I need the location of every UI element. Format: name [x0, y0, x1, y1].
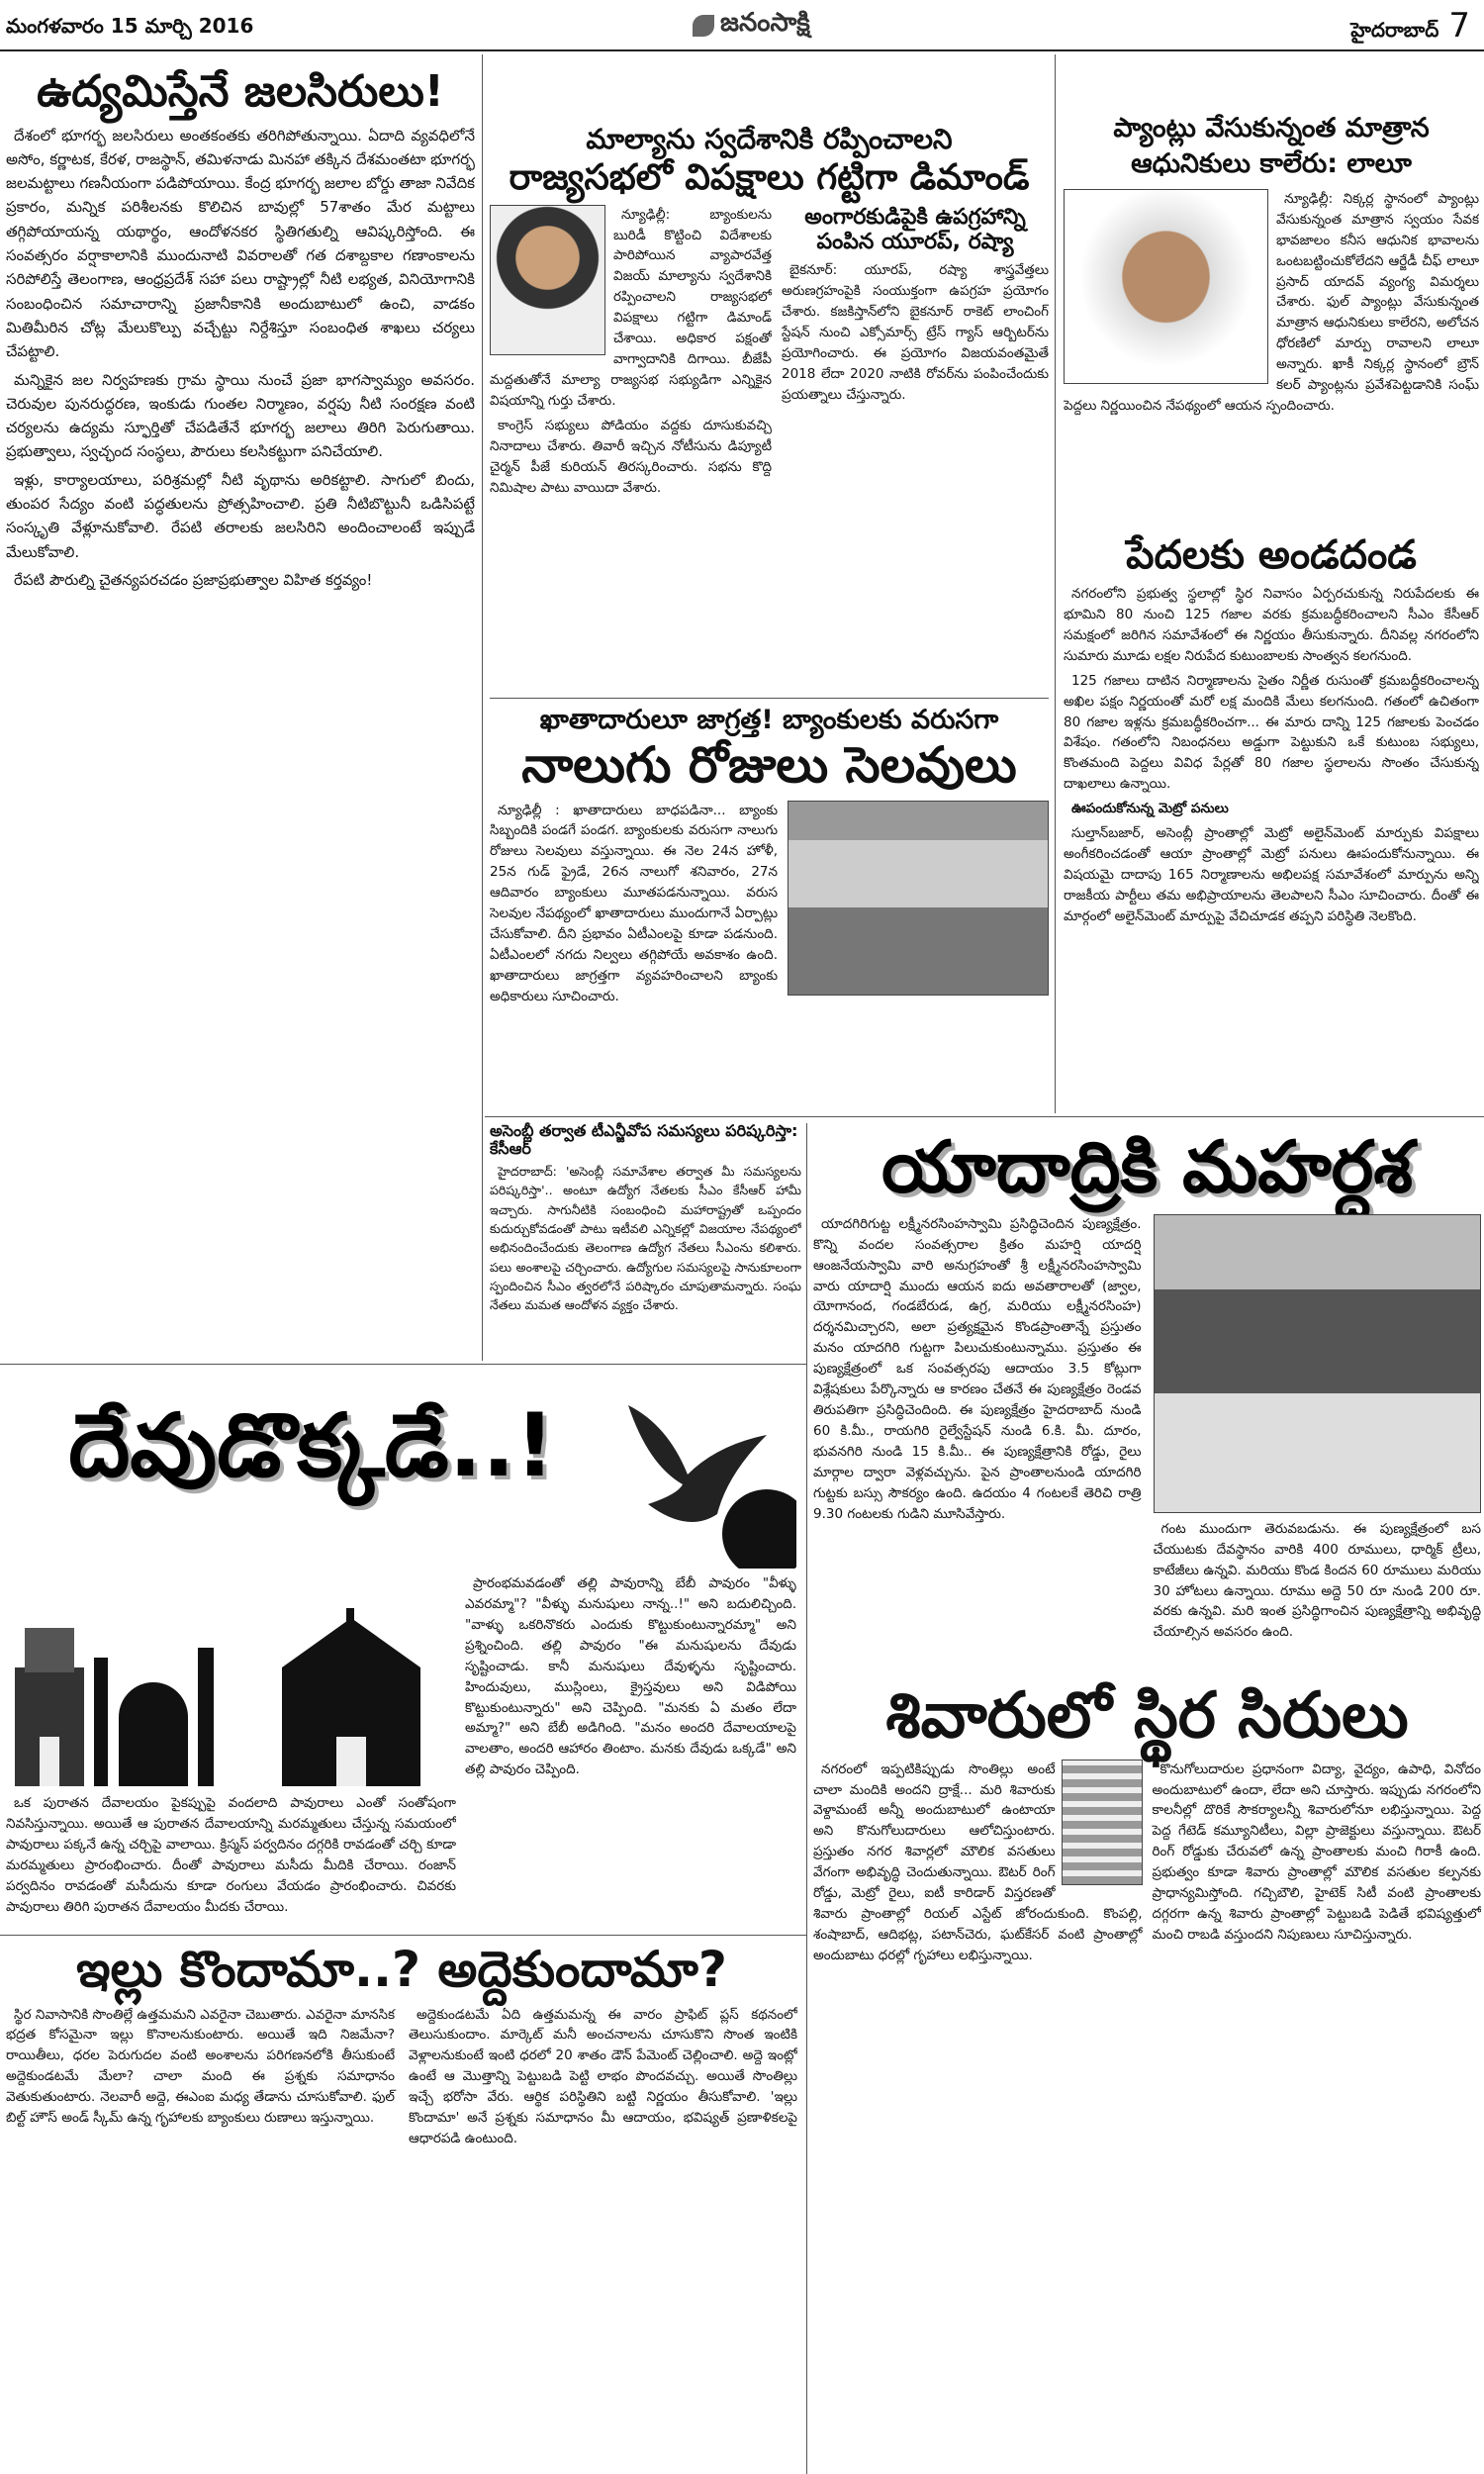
paragraph: రేపటి పౌరుల్ని చైతన్యపరచడం ప్రజాప్రభుత్వాల విహిత కర్తవ్యం! — [14, 570, 373, 589]
poor-headline: పేదలకు అండదండ — [1126, 532, 1417, 578]
paragraph: హైదరాబాద్: 'అసెంబ్లీ సమావేశాల తర్వాత మీ సమస్యలను పరిష్కరిస్తా'.. అంటూ ఉద్యోగ నేతలకు సీఎం కేసీఆర్ హామీ ఇచ్చారు. సాగునీటికి సంబంధించి మహారాష్ట్రతో ఒప్పందం కుదుర్చుకోవడంతో పాటు ఇటీవలి ఎన్నికల్లో విజయాల నేపథ్యంలో అభినందించేందుకు తెలంగాణ ఉద్యోగ నేతలు సీఎంను కలిశారు. పలు అంశాలపై చర్చించారు. ఉద్యోగుల సమస్యలపై సానుకూలంగా స్పందించిన సీఎం త్వరలోనే పరిష్కారం చూపుతామన్నారు. సంఘ నేతలు మమత ఆందోళన వ్యక్తం చేశారు. — [490, 1163, 801, 1313]
column-divider — [1055, 54, 1056, 1113]
paragraph: కొనుగోలుదారుల ప్రధానంగా విద్యా, వైద్యం, ఉపాధి, వినోదం అందుబాటులో ఉందా, లేదా అని చూస్తారు. ఇప్పుడు నగరంలోని కాలనీల్లో దొరికే సౌకర్యాలన్నీ శివారులోనూ లభిస్తున్నాయి. పెద్ద పెద్ద గేటెడ్ కమ్యూనిటీలు, విల్లా ప్రాజెక్టులు వస్తున్నాయి. ఔటర్ రింగ్ రోడ్డుకు చేరువలో ఉన్న ప్రాంతాలకు మంచి గిరాకీ ఉంది. ప్రభుత్వం కూడా శివారు ప్రాంతాల్లో మౌలిక వసతుల కల్పనకు ప్రాధాన్యమిస్తోంది. గచ్చిబౌలి, హైటెక్ సిటీ వంటి ప్రాంతాలకు దగ్గరగా ఉన్న శివారు ప్రాంతాల్లో పెట్టుబడి పెడితే భవిష్యత్తులో మంచి రాబడి వస్తుందని నిపుణులు సూచిస్తున్నారు. — [1152, 1760, 1481, 1943]
paragraph: ఒక పురాతన దేవాలయం పైకప్పుపై వందలాది పావురాలు ఎంతో సంతోషంగా నివసిస్తున్నాయి. అయితే ఆ పురాతన దేవాలయాన్ని మరమ్మతులు చేస్తున్న సమయంలో పావురాలు పక్కనే ఉన్న చర్చిపై వాలాయి. క్రిస్మస్ పర్వదినం దగ్గరికి రావడంతో చర్చి కూడా మరమ్మతులు ప్రారంభించారు. దీంతో పావురాలు మసీదు మీదికి చేరాయి. రంజాన్ పర్వదినం రావడంతో మసీదును కూడా రంగులు వేయడం ప్రారంభించారు. చివరకు పావురాలు తిరిగి పురాతన దేవాలయం మీదకు చేరాయి. — [6, 1795, 456, 1915]
banks-body — [490, 801, 1049, 1112]
mallya-headline: రాజ్యసభలో విపక్షాలు గట్టిగా డిమాండ్ — [509, 157, 1030, 199]
suburbs-headline: శివారులో స్థిర సిరులు — [885, 1680, 1409, 1753]
religious-buildings — [5, 1608, 440, 1786]
paragraph: న్యూఢిల్లీ: బ్యాంకులను బురిడీ కొట్టించి విదేశాలకు పారిపోయిన వ్యాపారవేత్త విజయ్ మాల్యాను స్వదేశానికి రప్పించాలని రాజ్యసభలో విపక్షాలు గట్టిగా డిమాండ్ చేశాయి. అధికార పక్షంతో వాగ్వాదానికి దిగాయి. బీజేపీ మద్దతుతోనే మాల్యా రాజ్యసభ సభ్యుడిగా ఎన్నికైన విషయాన్ని గుర్తు చేశారు. — [490, 206, 772, 409]
church-icon — [282, 1608, 420, 1786]
edition-info — [1350, 6, 1470, 47]
house-article — [6, 1942, 797, 2471]
paragraph: సుల్తాన్‌బజార్, అసెంబ్లీ ప్రాంతాల్లో మెట్రో అలైన్‌మెంట్ మార్పుకు విపక్షాలు అంగీకరించడంతో ఆయా ప్రాంతాల్లో మెట్రో పనులు ఊపందుకోనున్నాయి. ఈ విషయమై దాదాపు 165 నిర్మాణాలను అభిలపక్ష సమావేశంలో మార్పును అన్ని రాజకీయ పార్టీలు తమ అభిప్రాయాలను తెలపాలని సీఎం సూచించారు. దీంతో ఈ మార్గంలో అలైన్‌మెంట్ మార్పుపై వేచిచూడక తప్పని పరిస్థితి నెలకొంది. — [1064, 825, 1479, 924]
paragraph: కాంగ్రెస్ సభ్యులు పోడియం వద్దకు దూసుకువచ్చి నినాదాలు చేశారు. తివారీ ఇచ్చిన నోటీసును డిప్యూటీ చైర్మన్ పీజే కురియన్ తిరస్కరించారు. సభను కొద్ది నిమిషాల పాటు వాయిదా వేశారు. — [490, 417, 772, 496]
poor-article — [1064, 532, 1479, 1111]
paragraph: అద్దెకుండటమే ఏది ఉత్తమమన్న ఈ వారం ప్రాఫిట్ ప్లస్ కథనంలో తెలుసుకుందాం. మార్కెట్ మనీ అంచనాలను చూసుకొని సొంత ఇంటికి వెళ్లాలనుకుంటే ఇంటి ధరలో 20 శాతం డౌన్ పేమెంట్ చెల్లించాలి. అద్దె ఇంట్లో ఉంటే ఆ మొత్తాన్ని పెట్టుబడి పెట్టి లాభం పొందవచ్చు. అయితే సొంతిల్లు ఇచ్చే భరోసా వేరు. ఆర్థిక పరిస్థితిని బట్టి నిర్ణయం తీసుకోవాలి. 'ఇల్లు కొందామా' అనే ప్రశ్నకు సమాధానం మీ ఆదాయం, భవిష్యత్ ప్రణాళికలపై ఆధారపడి ఉంటుంది. — [409, 2006, 797, 2147]
lalu-photo — [1064, 189, 1268, 384]
bank-atm-photo — [788, 801, 1049, 996]
lalu-article — [1064, 111, 1479, 526]
paragraph: న్యూఢిల్లీ : ఖాతాదారులు బాధపడినా... బ్యాంకు సిబ్బందికి పండగే పండగ. బ్యాంకులకు వరుసగా నాలుగు రోజులు సెలవులు వస్తున్నాయి. ఈ నెల 24న హోళీ, 25న గుడ్ ఫ్రైడే, 26న నాలుగో శనివారం, 27న ఆదివారం బ్యాంకులు మూతపడనున్నాయి. వరుస సెలవుల నేపథ్యంలో ఖాతాదారులు ముందుగానే ఏర్పాట్లు చేసుకోవాలి. దీని ప్రభావం ఏటీఎంలపై కూడా పడనుంది. ఏటీఎంలలో నగదు నిల్వలు తగ్గిపోయే అవకాశం ఉంది. ఖాతాదారులు జాగ్రత్తగా వ్యవహరించాలని బ్యాంకు అధికారులు సూచించారు. — [490, 802, 778, 1004]
column-divider — [482, 54, 483, 1361]
suburbs-body — [813, 1760, 1481, 2472]
section-divider — [0, 1935, 806, 1936]
paragraph: దేశంలో భూగర్భ జలసిరులు అంతకంతకు తరిగిపోతున్నాయి. ఏదాది వ్యవధిలోనే అసోం, కర్ణాటక, కేరళ, రాజస్థాన్, తమిళనాడు మినహా తక్కిన దేశమంతటా భూగర్భ జలమట్టాలు గణనీయంగా పడిపోయాయి. కేంద్ర భూగర్భ జలాల బోర్డు తాజా నివేదిక ప్రకారం, మన్నిక పరిశీలనకు కొలిచిన బావుల్లో 57శాతం మేర మట్టాలు తగ్గిపోయాయన్న యథార్థం, ఆందోళనకర స్థితిగతుల్ని ఆవిష్కరిస్తోంది. ఈ సంవత్సరం వర్షాకాలానికి ముందునాటి వివరాలతో గత దశాబ్దకాల గణాంకాలను సరిపోలిస్తే తెలంగాణ, ఆంధ్రప్రదేశ్ సహా పలు రాష్ట్రాల్లో నీటి లభ్యత, వినియోగానికి సంబంధించిన సమాచారాన్ని ప్రజానీకానికి అందుబాటులో ఉంచి, వాడకం మితిమీరిన చోట్ల మేలుకొల్పు వచ్చేట్టు నిర్దేశిస్తూ సంబంధిత శాఖలు చర్యలు చేపట్టాలి. — [6, 126, 475, 361]
newspaper-logo — [693, 8, 810, 44]
mallya-mars-row — [490, 205, 1049, 693]
god-body-cont — [6, 1793, 456, 1932]
paragraph: ఇళ్లు, కార్యాలయాలు, పరిశ్రమల్లో నీటి వృథాను అరికట్టాలి. సాగులో బిందు, తుంపర సేద్యం వంటి పద్ధతులను ప్రోత్సహించాలి. ప్రతి నీటిబొట్టునీ ఒడిసిపట్టే సంస్కృతి వేళ్లూనుకోవాలి. రేపటి తరాలకు జలసిరిని అందించాలంటే ఇప్పుడే మేలుకోవాలి. — [6, 470, 475, 561]
suburbs-article — [813, 1680, 1481, 2472]
paragraph: గంట ముందుగా తెరువబడును. ఈ పుణ్యక్షేత్రంలో బస చేయుటకు దేవస్థానం వారికి 400 రూములు, ధార్మిక్ ట్రీలు, కాటేజీలు ఉన్నవి. మరియు కొండ కిందన 60 రూములు మరియు 30 హోటలు ఉన్నాయి. రూము అద్దె 50 రూ నుండి 200 రూ. వరకు ఉన్నవి. మరి ఇంత ప్రసిద్ధిగాంచిన పుణ్యక్షేత్రాన్ని అభివృద్ధి చేయాల్సిన అవసరం ఉంది. — [1153, 1520, 1481, 1641]
kcr-headline: అసెంబ్లీ తర్వాత టీఎన్జీవోప సమస్యలు పరిష్కరిస్తా: కేసీఆర్ — [490, 1122, 798, 1159]
edition-city: హైదరాబాద్ — [1350, 18, 1439, 42]
section-divider — [485, 1116, 1484, 1117]
section-divider — [490, 698, 1049, 699]
banks-headline: నాలుగు రోజులు సెలవులు — [521, 736, 1017, 795]
logo-icon — [693, 15, 714, 37]
house-headline: ఇల్లు కొందామా..? అద్దెకుందామా? — [76, 1942, 727, 1998]
issue-date: మంగళవారం 15 మార్చి 2016 — [6, 14, 254, 38]
mars-article — [782, 205, 1049, 693]
subheading: ఊపందుకోనున్న మెట్రో పనులు — [1071, 801, 1229, 817]
water-article-body — [6, 124, 475, 1359]
water-article — [6, 67, 475, 1359]
mars-headline: అంగారకుడిపైకి ఉపగ్రహాన్ని పంపిన యూరప్, రష్యా — [804, 204, 1026, 254]
lalu-headline: ప్యాంట్లు వేసుకున్నంత మాత్రాన ఆధునికులు కాలేరు: లాలూ — [1113, 113, 1430, 180]
mallya-body — [490, 205, 772, 693]
apartment-photo — [1062, 1760, 1143, 1885]
yadadri-headline: యాదాద్రికి మహర్దశ — [881, 1126, 1413, 1208]
poor-body — [1064, 584, 1479, 1111]
lalu-body — [1064, 189, 1479, 526]
house-body — [6, 2005, 797, 2472]
paragraph: స్థిర నివాసానికి సొంతిల్లే ఉత్తమమని ఎవరైనా చెబుతారు. ఎవరైనా మానసిక భద్రత కోసమైనా ఇల్లు కొనాలనుకుంటారు. అయితే ఇది నిజమేనా? రాయితీలు, ధరల పెరుగుదల వంటి అంశాలను పరిగణనలోకి తీసుకుంటే అద్దెకుండటమే మేలా? చాలా మంది ఈ ప్రశ్నకు సమాధానం వెతుకుతుంటారు. నెలవారీ అద్దె, ఈఎంఐ మధ్య తేడాను చూసుకోవాలి. ఫుల్ బిల్ట్ హౌస్ అండ్ స్కీమ్ ఉన్న గృహాలకు బ్యాంకులు రుణాలు ఇస్తున్నాయి. — [6, 2006, 395, 2127]
paragraph: నగరంలో ఇప్పటికిప్పుడు సొంతిల్లు అంటే చాలా మందికి అందని ద్రాక్షే... మరి శివారుకు వెళ్దామంటే అన్నీ అందుబాటులో ఉంటాయా అని కొనుగోలుదారులు ఆలోచిస్తుంటారు. ప్రస్తుతం నగర శివార్లలో మౌలిక వసతులు వేగంగా అభివృద్ధి చెందుతున్నాయి. ఔటర్ రింగ్ రోడ్డు, మెట్రో రైలు, ఐటీ కారిడార్ విస్తరణతో శివారు ప్రాంతాల్లో రియల్ ఎస్టేట్ జోరందుకుంది. కొంపల్లి, శంషాబాద్, ఆదిభట్ల, పటాన్‌చెరు, ఘట్‌కేసర్ వంటి ప్రాంతాల్లో అందుబాటు ధరల్లో గృహాలు లభిస్తున్నాయి. — [813, 1760, 1143, 1963]
mallya-article — [490, 124, 1049, 693]
paragraph: ప్రారంభమవడంతో తల్లి పావురాన్ని బేబీ పావురం "వీళ్ళు ఎవరమ్మా"? "వీళ్ళు మనుషులు నాన్న..!" అని బదులిచ్చింది. "వాళ్ళు ఒకరినొకరు ఎందుకు కొట్టుకుంటున్నారమ్మా" అని ప్రశ్నించింది. తల్లి పావురం "ఈ మనుషులను దేవుడు సృష్టించాడు. కానీ మనుషులు దేవుళ్ళను సృష్టించారు. హిందువులు, ముస్లింలు, క్రైస్తవులు అని విడిపోయి కొట్టుకుంటున్నారు" అని చెప్పింది. "మనకు ఏ మతం లేదా అమ్మా?" అని బేబీ అడిగింది. "మనం అందరి దేవాలయాలపై వాలతాం, అందరి ఆహారం తింటాం. మనకు దేవుడు ఒక్కడే" అని తల్లి పావురం చెప్పింది. — [465, 1575, 796, 1778]
paragraph: బైకనూర్: యూరప్, రష్యా శాస్త్రవేత్తలు అరుణగ్రహంపైకి సంయుక్తంగా ఉపగ్రహ ప్రయోగం చేశారు. కజకిస్తాన్‌లోని బైకనూర్ రాకెట్ లాంచింగ్ స్టేషన్ నుంచి ఎక్సోమార్స్ ట్రేస్ గ్యాస్ ఆర్బిటర్‌ను ప్రయోగించారు. ఈ ప్రయోగం విజయవంతమైతే 2018 లేదా 2020 నాటికి రోవర్‌ను పంపించేందుకు ప్రయత్నాలు చేస్తున్నారు. — [782, 262, 1049, 403]
mallya-photo — [490, 205, 605, 355]
page-number: 7 — [1448, 6, 1470, 46]
yadadri-temple-photo — [1154, 1214, 1482, 1513]
kcr-article — [490, 1122, 801, 1360]
mosque-icon — [94, 1648, 214, 1786]
paragraph: యాదగిరిగుట్ట లక్ష్మీనరసింహస్వామి ప్రసిద్ధిచెందిన పుణ్యక్షేత్రం. కొన్ని వందల సంవత్సరాల క్రితం మహర్షి యాదర్షి ఆంజనేయస్వామి వారి అనుగ్రహంతో శ్రీ లక్ష్మీనరసింహస్వామి వారు యాదార్షి ముందు ఆయన ఐదు అవతారాలతో (జ్వాల, యోగానంద, గండబేరుడ, ఉగ్ర, మరియు లక్ష్మీనరసింహ) దర్శనమిచ్చారని, అలా ప్రత్యక్షమైన కొండప్రాంతాన్నే ప్రస్తుతం మనం యాదగిరి గుట్టగా పిలుచుకుంటున్నాము. ప్రస్తుతం ఈ పుణ్యక్షేత్రంలో ఒక సంవత్సరపు ఆదాయం 3.5 కోట్లుగా విశ్లేషకులు పేర్కొన్నారు ఆ కారణం చేతనే ఈ పుణ్యక్షేత్రం రెండవ తిరుపతిగా ప్రసిద్ధిచెందింది. ఈ పుణ్యక్షేత్రం హైదరాబాద్ నుండి 60 కి.మీ., రాయగిరి రైల్వేస్టేషన్ నుండి 6.కి. మీ. దూరం, భువనగిరి నుండి 15 కి.మీ.. ఈ పుణ్యక్షేత్రానికి రోడ్డు, రైలు మార్గాల ద్వారా వెళ్లవచ్చును. పైన ప్రాంతాలనుండి యాదగిరి గుట్టకు బస్సు సౌకర్యం ఉంది. ఉదయం 4 గంటలకే తెరిచి రాత్రి 9.30 గంటలకు గుడిని మూసివేస్తారు. — [813, 1215, 1142, 1522]
temple-icon — [15, 1628, 84, 1786]
paragraph: నగరంలోని ప్రభుత్వ స్థలాల్లో స్థిర నివాసం ఏర్పరచుకున్న నిరుపేదలకు ఈ భూమిని 80 నుంచి 125 గజాల వరకు క్రమబద్ధీకరించాలని సీఎం కేసీఆర్ సమక్షంలో జరిగిన సమావేశంలో ఈ నిర్ణయం తీసుకున్నారు. దీనివల్ల నగరంలోని సుమారు మూడు లక్షల నిరుపేద కుటుంబాలకు సాంత్వన కలగనుంది. — [1064, 586, 1479, 664]
god-body — [465, 1573, 796, 1930]
masthead — [0, 0, 1484, 51]
newspaper-name: జనంసాక్షి — [720, 8, 810, 38]
paragraph: మన్నికైన జల నిర్వహణకు గ్రామ స్థాయి నుంచే ప్రజా భాగస్వామ్యం అవసరం. చెరువుల పునరుద్ధరణ, ఇంకుడు గుంతల నిర్మాణం, వర్షపు నీటి సంరక్షణ వంటి చర్యలను ఉద్యమ స్ఫూర్తితో చేపడితేనే భూగర్భ జలాలు తిరిగి పెరుగుతాయి. ప్రభుత్వాలు, స్వచ్ఛంద సంస్థలు, పౌరులు కలసికట్టుగా పనిచేయాలి. — [6, 370, 475, 461]
god-headline: దేవుడొక్కడే..! — [68, 1394, 555, 1496]
banks-article — [490, 705, 1049, 1112]
section-divider — [0, 1364, 806, 1365]
yadadri-body — [813, 1214, 1481, 1675]
paragraph: న్యూఢిల్లీ: నిక్కర్ల స్థానంలో ప్యాంట్లు వేసుకున్నంత మాత్రాన స్వయం సేవక భావజాలం కనీస ఆధునిక భావాలను ఒంటబట్టించుకోలేదని ఆర్జేడీ చీఫ్ లాలూ ప్రసాద్ యాదవ్ వ్యంగ్య విమర్శలు చేశారు. ఫుల్ ప్యాంట్లు వేసుకున్నంత మాత్రాన ఆధునికులు కాలేరని, అలోచన ధోరణిలో మార్పు రావాలని లాలూ అన్నారు. ఖాకీ నిక్కర్ల స్థానంలో బ్రౌన్ కలర్ ప్యాంట్లను ప్రవేశపెట్టడానికి సంఘ్ పెద్దలు నిర్ణయించిన నేపథ్యంలో ఆయన స్పందించారు. — [1064, 190, 1479, 415]
mallya-kicker: మాల్యాను స్వదేశానికి రప్పించాలని — [586, 124, 953, 155]
column-divider — [806, 1123, 807, 2474]
mars-body — [782, 260, 1049, 693]
yadadri-article — [813, 1126, 1481, 1675]
paragraph: 125 గజాలు దాటిన నిర్మాణాలను సైతం నిర్ణీత రుసుంతో క్రమబద్ధీకరించాలన్న అఖిల పక్షం నిర్ణయంతో మరో లక్ష మందికి మేలు కలగనుంది. గతంలో ఉచితంగా 80 గజాల ఇళ్లను క్రమబద్ధీకరించగా... ఈ మారు దాన్ని 125 గజాలకు పెంచడం విశేషం. గతంలోని నిబంధనలు అడ్డుగా పెట్టుకుని ఒకే కుటుంబ సభ్యులు, కొంతమంది పెద్దలు వివిధ పేర్లతో 80 గజాల స్థలాలను సొంతం చేసుకున్న దాఖలాలు ఉన్నాయి. — [1064, 672, 1479, 793]
kcr-body — [490, 1162, 801, 1360]
dove-icon — [608, 1385, 796, 1569]
water-headline: ఉద్యమిస్తేనే జలసిరులు! — [37, 67, 444, 117]
banks-kicker: ఖాతాదారులూ జాగ్రత్త! బ్యాంకులకు వరుసగా — [539, 705, 999, 735]
